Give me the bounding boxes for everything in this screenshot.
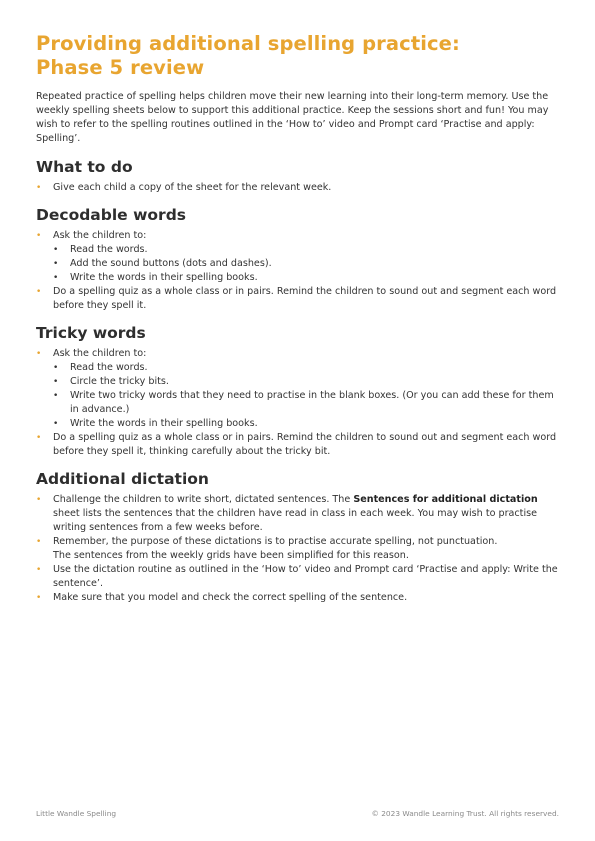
- sub-list-item: • Read the words.: [53, 243, 560, 257]
- dictation-list: [36, 493, 560, 605]
- tricky-ask: Ask the children to:: [53, 348, 147, 359]
- sub-list-item: • Circle the tricky bits.: [53, 375, 560, 389]
- dictation-item-2-line-1: • Remember, the purpose of these dictations is to practise accurate spelling, not punctuation.: [53, 536, 498, 547]
- list-item: • Make sure that you model and check the correct spelling of the sentence.: [36, 591, 560, 605]
- decodable-list: [36, 229, 560, 313]
- dictation-sheet-name: Sentences for additional dictation: [353, 494, 538, 505]
- heading-tricky-words: Tricky words: [36, 324, 146, 342]
- tricky-list: [36, 347, 560, 459]
- list-item: • Give each child a copy of the sheet for the relevant week.: [36, 181, 560, 195]
- tricky-sublist: [53, 361, 560, 431]
- page-title-line-2: Phase 5 review: [36, 56, 205, 79]
- sub-list-item: • Write the words in their spelling books.: [53, 271, 560, 285]
- heading-decodable-words: Decodable words: [36, 206, 187, 224]
- heading-additional-dictation: Additional dictation: [36, 470, 209, 488]
- list-item: • Do a spelling quiz as a whole class or in pairs. Remind the children to sound out and segment each word before they spell it, thinking carefully about the tricky bit.: [36, 431, 560, 459]
- dictation-item-1-after: sheet lists the sentences that the children have read in class in each week. You may wish to practise writing sentences from a few weeks before.: [53, 508, 538, 533]
- page-title-line-1: Providing additional spelling practice:: [36, 32, 460, 55]
- sub-list-item: • Read the words.: [53, 361, 560, 375]
- sub-list-item: • Add the sound buttons (dots and dashes).: [53, 257, 560, 271]
- list-item: [36, 493, 560, 535]
- decodable-sublist: [53, 243, 560, 285]
- footer-copyright: © 2023 Wandle Learning Trust. All rights reserved.: [371, 809, 559, 818]
- list-item: [36, 535, 560, 563]
- list-item: • Use the dictation routine as outlined in the ‘How to’ video and Prompt card ‘Practise and apply: Write the sentence’.: [36, 563, 560, 591]
- heading-what-to-do: What to do: [36, 158, 133, 176]
- list-item: • Do a spelling quiz as a whole class or in pairs. Remind the children to sound out and segment each word before they spell it.: [36, 285, 560, 313]
- sub-list-item: • Write the words in their spelling books.: [53, 417, 560, 431]
- what-to-do-list: [36, 181, 560, 195]
- list-item: [36, 347, 560, 431]
- page-title: [36, 32, 560, 80]
- footer-brand: Little Wandle Spelling: [36, 809, 117, 818]
- intro-paragraph: Repeated practice of spelling helps children move their new learning into their long-term memory. Use the weekly spelling sheets below to support this additional practice. Keep the sessions short and fun! You may wish to refer to the spelling routines outlined in the ‘How to’ video and Prompt card ‘Practise and apply: Spelling’.: [36, 91, 549, 144]
- dictation-item-1-before: Challenge the children to write short, dictated sentences. The: [53, 494, 354, 505]
- page: [36, 32, 560, 605]
- decodable-ask: Ask the children to:: [53, 230, 147, 241]
- dictation-item-2-line-2: The sentences from the weekly grids have been simplified for this reason.: [53, 550, 409, 561]
- sub-list-item: • Write two tricky words that they need to practise in the blank boxes. (Or you can add these for them in advance.): [53, 389, 560, 417]
- list-item: [36, 229, 560, 285]
